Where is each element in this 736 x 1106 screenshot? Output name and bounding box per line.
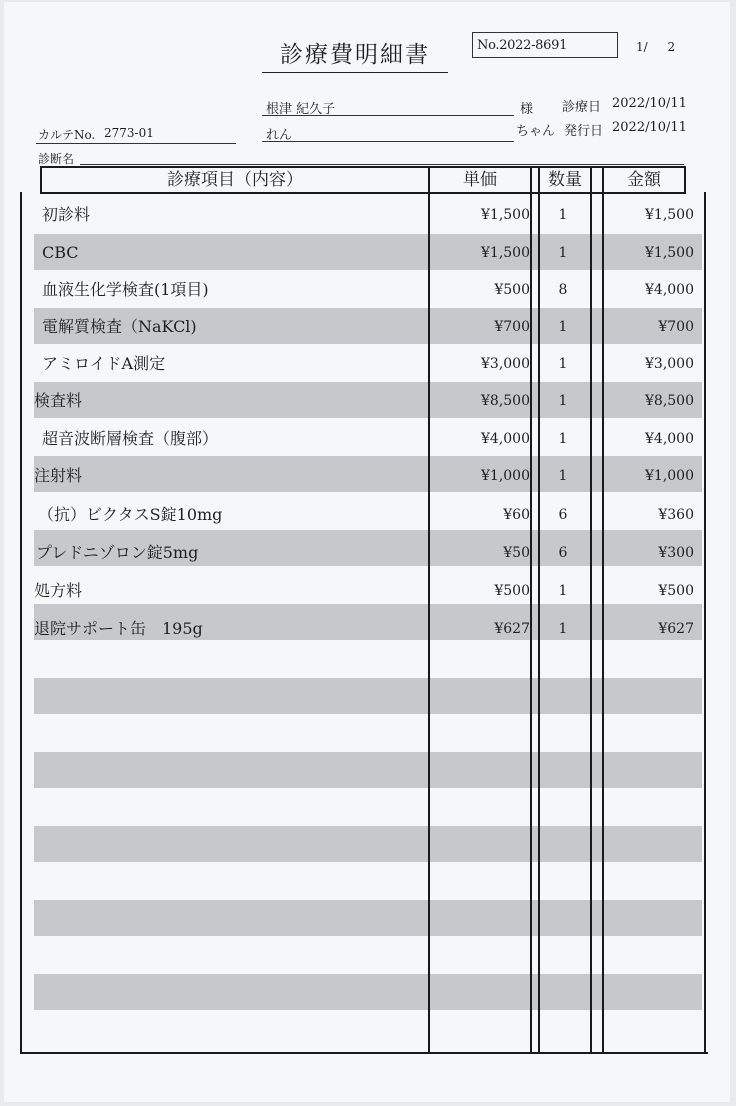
column-header-amount: 金額 [627, 170, 661, 190]
amount: ¥8,500 [645, 393, 694, 409]
item-name: プレドニゾロン錠5mg [36, 543, 199, 562]
amount: ¥1,000 [645, 468, 694, 484]
table-row [20, 572, 708, 608]
unit-price: ¥1,500 [481, 245, 530, 261]
unit-price: ¥1,000 [481, 468, 530, 484]
table-row [20, 420, 708, 456]
amount: ¥1,500 [645, 207, 694, 223]
owner-suffix: 様 [520, 102, 534, 117]
unit-price: ¥500 [494, 583, 530, 599]
unit-price: ¥50 [503, 545, 530, 561]
column-header-item: 診療項目（内容） [167, 170, 303, 190]
quantity: 1 [558, 431, 568, 447]
diagnosis-underline [80, 164, 684, 165]
amount: ¥3,000 [645, 356, 694, 372]
amount: ¥627 [658, 621, 694, 637]
document-title: 診療費明細書 [262, 36, 448, 73]
quantity: 1 [558, 583, 568, 599]
item-name: （抗）ビクタスS錠10mg [38, 505, 223, 524]
unit-price: ¥60 [503, 507, 530, 523]
amount: ¥360 [658, 507, 694, 523]
table-row [20, 610, 708, 646]
unit-price: ¥8,500 [481, 393, 530, 409]
quantity: 1 [558, 245, 568, 261]
unit-price: ¥1,500 [481, 207, 530, 223]
table-row [20, 345, 708, 381]
amount: ¥1,500 [645, 245, 694, 261]
quantity: 6 [558, 545, 568, 561]
amount: ¥300 [658, 545, 694, 561]
quantity: 1 [558, 393, 568, 409]
table-row [20, 534, 708, 570]
item-name: 血液生化学検査(1項目) [42, 280, 209, 299]
amount: ¥700 [658, 319, 694, 335]
issue-date: 2022/10/11 [612, 120, 687, 135]
quantity: 1 [558, 356, 568, 372]
unit-price: ¥627 [494, 621, 530, 637]
page-indicator: 1/ 2 [636, 40, 676, 54]
quantity: 6 [558, 507, 568, 523]
exam-date-label: 診療日 [562, 100, 602, 115]
pet-suffix: ちゃん [516, 124, 556, 139]
column-header-quantity: 数量 [548, 170, 582, 190]
quantity: 1 [558, 207, 568, 223]
item-name: 注射料 [34, 466, 83, 485]
item-name: CBC [42, 243, 79, 262]
unit-price: ¥3,000 [481, 356, 530, 372]
diagnosis-label: 診断名 [38, 152, 75, 166]
table-row [20, 196, 708, 232]
item-name: アミロイドA測定 [42, 354, 166, 373]
table-right-border-top [684, 166, 686, 192]
item-name: 検査料 [34, 391, 83, 410]
quantity: 8 [558, 282, 568, 298]
pet-name: れん [266, 128, 293, 143]
table-row [20, 496, 708, 532]
column-header-unit-price: 単価 [463, 170, 497, 190]
line-items-table [20, 166, 708, 1054]
owner-underline [262, 115, 514, 116]
item-name: 超音波断層検査（腹部） [42, 429, 219, 448]
table-row [20, 271, 708, 307]
karte-label: カルテNo. [38, 128, 96, 142]
amount: ¥4,000 [645, 431, 694, 447]
table-row [20, 308, 708, 344]
owner-name: 根津 紀久子 [266, 102, 336, 117]
amount: ¥500 [658, 583, 694, 599]
invoice-paper [4, 2, 730, 1102]
quantity: 1 [558, 319, 568, 335]
item-name: 退院サポート缶 195g [34, 619, 203, 638]
table-row [20, 234, 708, 270]
exam-date: 2022/10/11 [612, 96, 687, 111]
unit-price: ¥700 [494, 319, 530, 335]
unit-price: ¥500 [494, 282, 530, 298]
issue-date-label: 発行日 [564, 124, 604, 139]
unit-price: ¥4,000 [481, 431, 530, 447]
table-row [20, 382, 708, 418]
item-name: 初診料 [42, 205, 91, 224]
table-bottom-border [20, 1052, 708, 1054]
item-name: 電解質検査（NaKCl) [42, 317, 197, 336]
quantity: 1 [558, 621, 568, 637]
karte-number: 2773-01 [104, 126, 154, 140]
amount: ¥4,000 [645, 282, 694, 298]
pet-underline [262, 141, 514, 142]
karte-underline [36, 143, 236, 144]
document-number-box: No.2022-8691 [472, 32, 618, 58]
item-name: 処方料 [34, 581, 83, 600]
table-row [20, 457, 708, 493]
quantity: 1 [558, 468, 568, 484]
